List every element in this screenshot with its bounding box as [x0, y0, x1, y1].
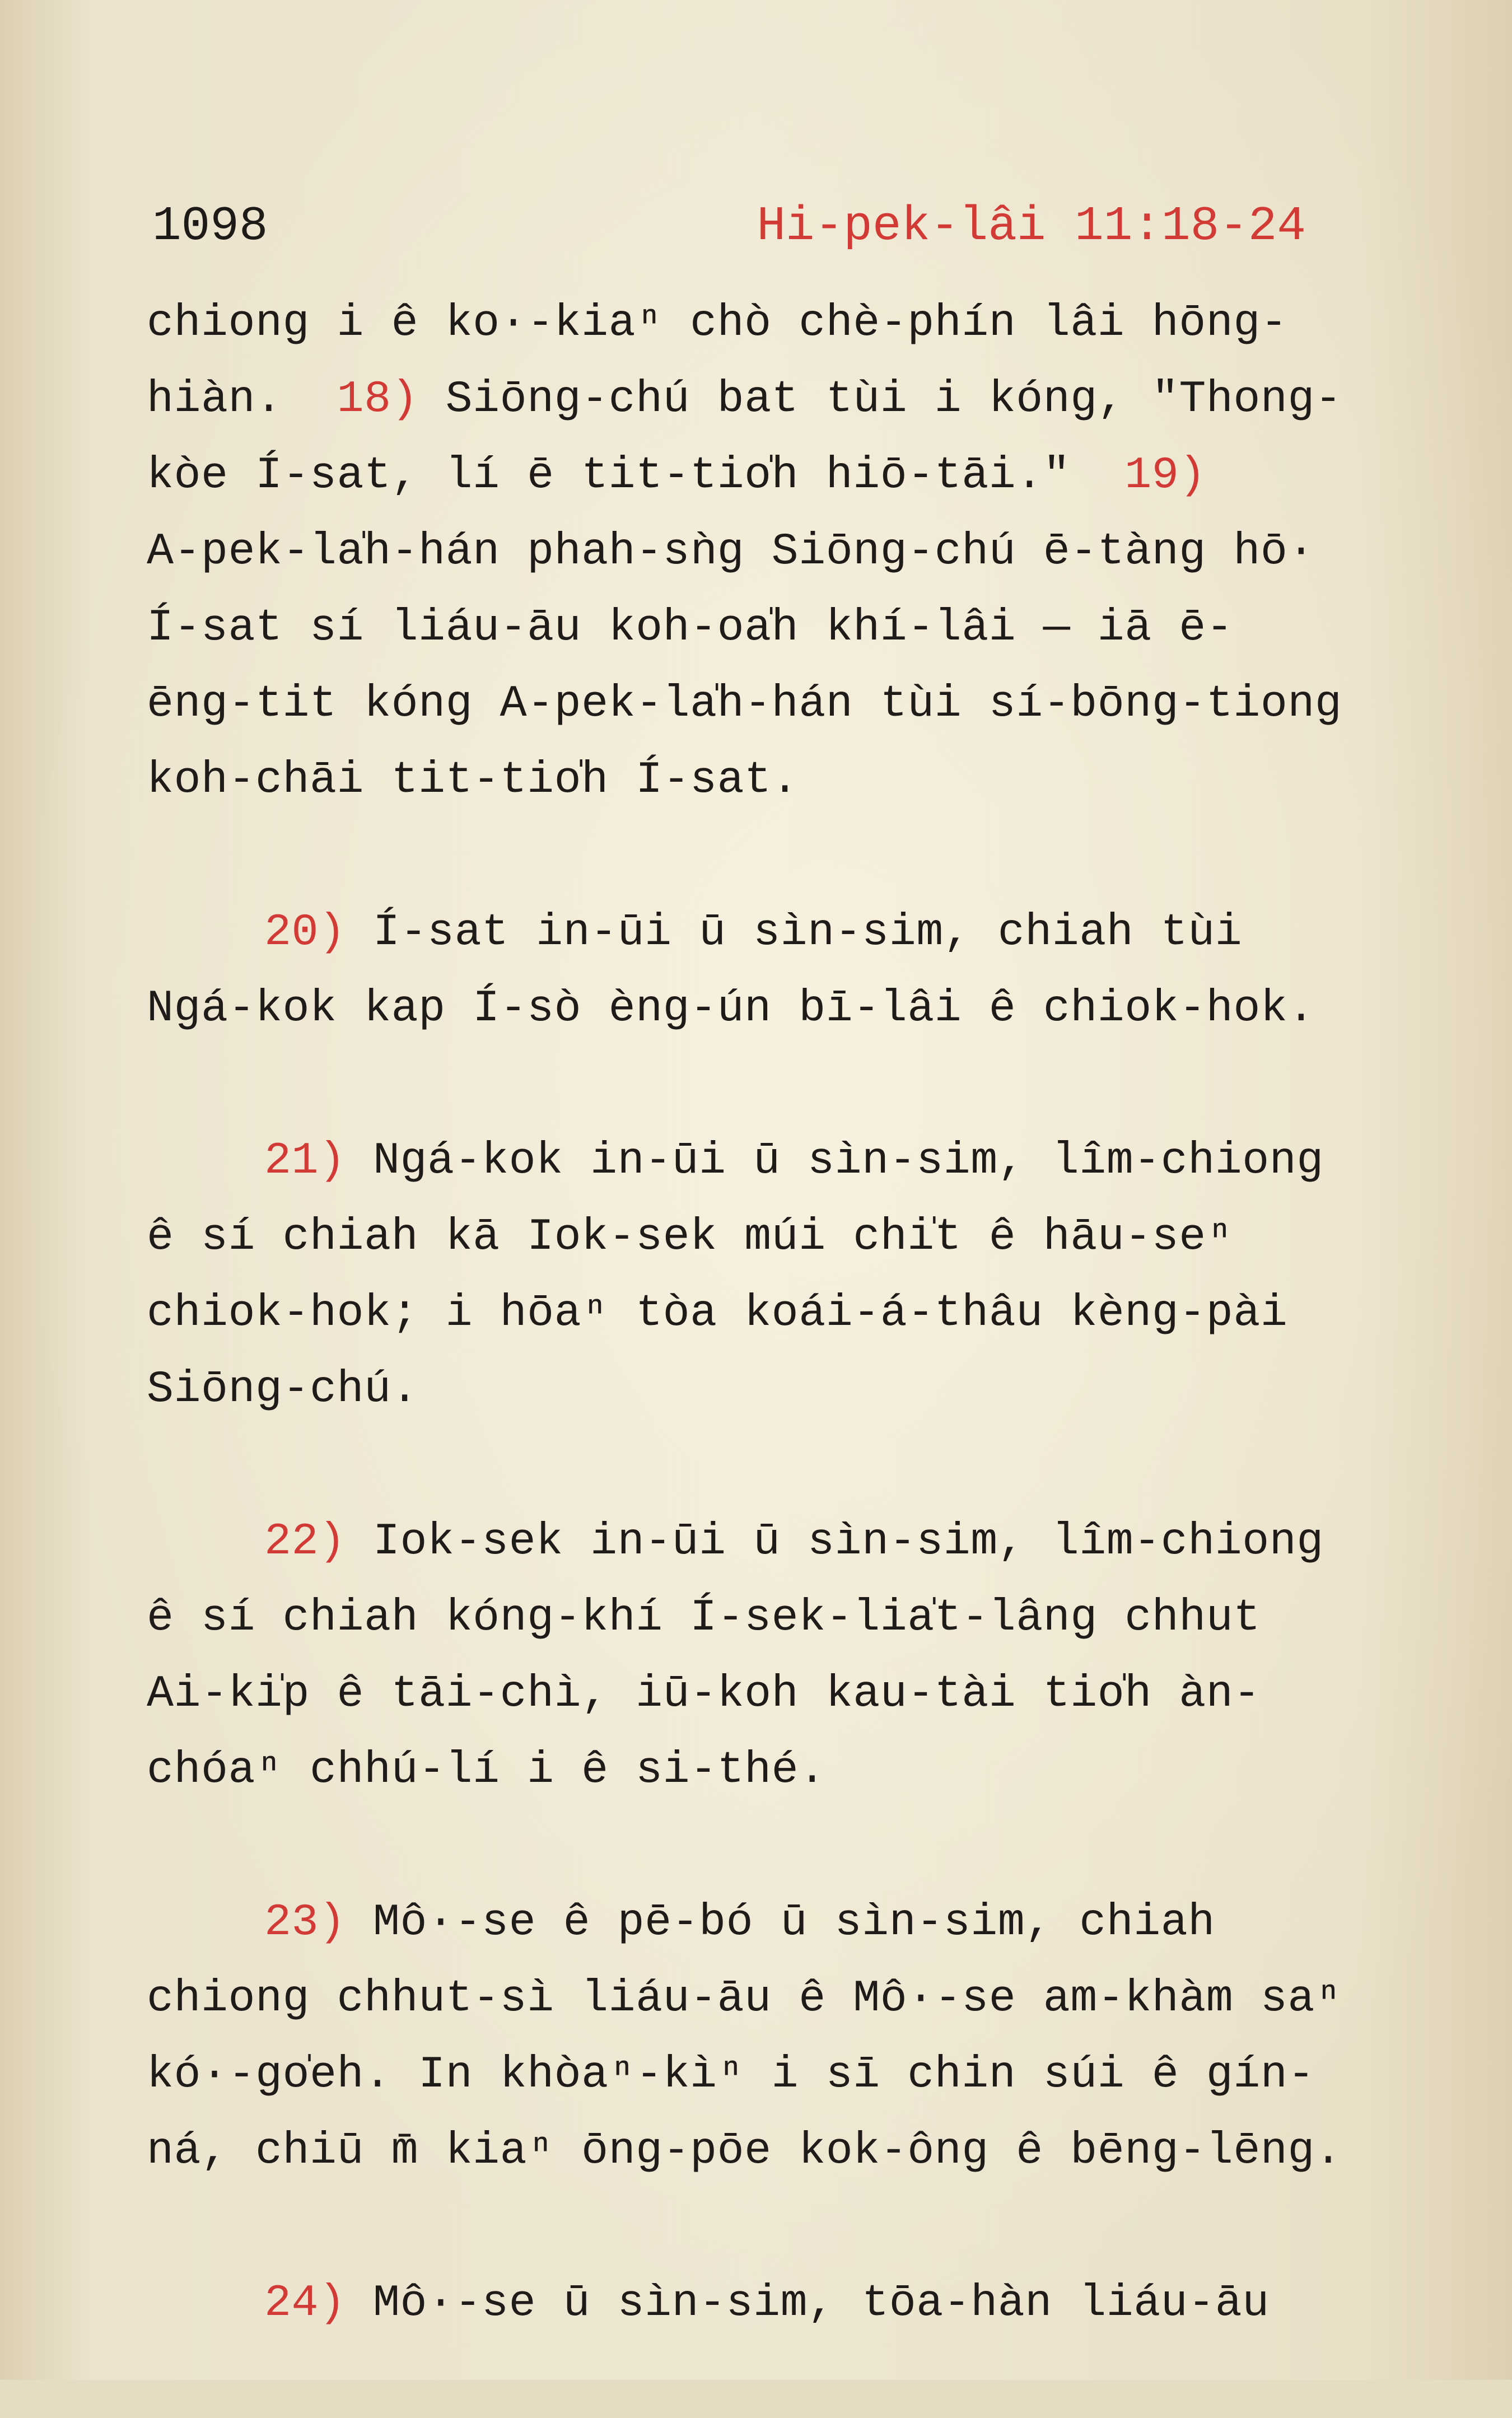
running-head: Hi-pek-lâi 11:18-24 — [757, 199, 1306, 254]
text-line — [147, 1123, 1396, 1199]
paragraph — [147, 895, 1396, 1047]
verse-number: 20) — [264, 907, 346, 958]
verse-text: hiàn. — [147, 374, 337, 425]
verse-text: Í-sat in-ūi ū sìn-sim, chiah tùi — [346, 907, 1243, 958]
text-line — [147, 1733, 1396, 1809]
text-line — [147, 1199, 1396, 1276]
text-line — [147, 971, 1396, 1047]
text-line — [147, 743, 1396, 819]
verse-text: ēng-tit kóng A-pek-la̍h-hán tùi sí-bōng-tiong — [147, 679, 1342, 730]
text-line — [147, 590, 1396, 666]
text-line — [147, 2113, 1396, 2190]
verse-text: Mô·-se ū sìn-sim, tōa-hàn liáu-āu — [346, 2278, 1270, 2329]
paragraph — [147, 2266, 1396, 2342]
verse-text: kó·-go̍eh. In khòaⁿ-kìⁿ i sī chin súi ê gín- — [147, 2050, 1315, 2100]
text-line — [147, 1961, 1396, 2037]
text-line — [147, 666, 1396, 743]
verse-text: chiong chhut-sì liáu-āu ê Mô·-se am-khàm saⁿ — [147, 1973, 1342, 2024]
verse-number: 23) — [264, 1897, 346, 1948]
text-line — [147, 514, 1396, 590]
text-line — [147, 438, 1396, 514]
verse-text: Í-sat sí liáu-āu koh-oa̍h khí-lâi — iā ē- — [147, 603, 1234, 653]
paragraph — [147, 1885, 1396, 2190]
text-line — [147, 2266, 1396, 2342]
verse-text: ná, chiū m̄ kiaⁿ ōng-pōe kok-ông ê bēng-lēng. — [147, 2126, 1342, 2177]
verse-number: 18) — [337, 374, 419, 425]
verse-text: Siōng-chú. — [147, 1364, 419, 1415]
scripture-text — [147, 286, 1396, 2418]
verse-text: Ngá-kok kap Í-sò èng-ún bī-lâi ê chiok-hok. — [147, 983, 1315, 1034]
verse-text: kòe Í-sat, lí ē tit-tio̍h hiō-tāi." — [147, 450, 1125, 501]
paragraph — [147, 1123, 1396, 1428]
text-line — [147, 1504, 1396, 1580]
paragraph — [147, 1504, 1396, 1809]
verse-number: 24) — [264, 2278, 346, 2329]
verse-text: A-pek-la̍h-hán phah-sǹg Siōng-chú ē-tàng hō· — [147, 526, 1315, 577]
page-number: 1098 — [152, 199, 268, 254]
verse-text: chiok-hok; i hōaⁿ tòa koái-á-thâu kèng-pài — [147, 1288, 1288, 1339]
verse-text: Siōng-chú bat tùi i kóng, "Thong- — [418, 374, 1342, 425]
text-line — [147, 2037, 1396, 2113]
verse-text: chiong i ê ko·-kiaⁿ chò chè-phín lâi hōng- — [147, 298, 1288, 349]
verse-number: 22) — [264, 1516, 346, 1567]
verse-text: koh-chāi tit-tio̍h Í-sat. — [147, 755, 799, 806]
text-line — [147, 1885, 1396, 1961]
verse-number: 21) — [264, 1136, 346, 1187]
text-line — [147, 1580, 1396, 1656]
verse-text: Mô·-se ê pē-bó ū sìn-sim, chiah — [346, 1897, 1215, 1948]
text-line — [147, 1656, 1396, 1733]
text-line — [147, 1276, 1396, 1352]
paragraph — [147, 286, 1396, 819]
verse-text: Iok-sek in-ūi ū sìn-sim, lîm-chiong — [346, 1516, 1324, 1567]
verse-number: 19) — [1124, 450, 1206, 501]
text-line — [147, 362, 1396, 438]
verse-text: Ngá-kok in-ūi ū sìn-sim, lîm-chiong — [346, 1136, 1324, 1187]
verse-text: ê sí chiah kā Iok-sek múi chi̍t ê hāu-seⁿ — [147, 1212, 1234, 1263]
text-line — [147, 286, 1396, 362]
text-line — [147, 895, 1396, 971]
verse-text: ê sí chiah kóng-khí Í-sek-lia̍t-lâng chhut — [147, 1593, 1261, 1644]
verse-text: Ai-ki̍p ê tāi-chì, iū-koh kau-tài tio̍h àn- — [147, 1669, 1261, 1720]
text-line — [147, 1352, 1396, 1428]
verse-text: chóaⁿ chhú-lí i ê si-thé. — [147, 1745, 826, 1796]
page-header — [152, 199, 1306, 260]
